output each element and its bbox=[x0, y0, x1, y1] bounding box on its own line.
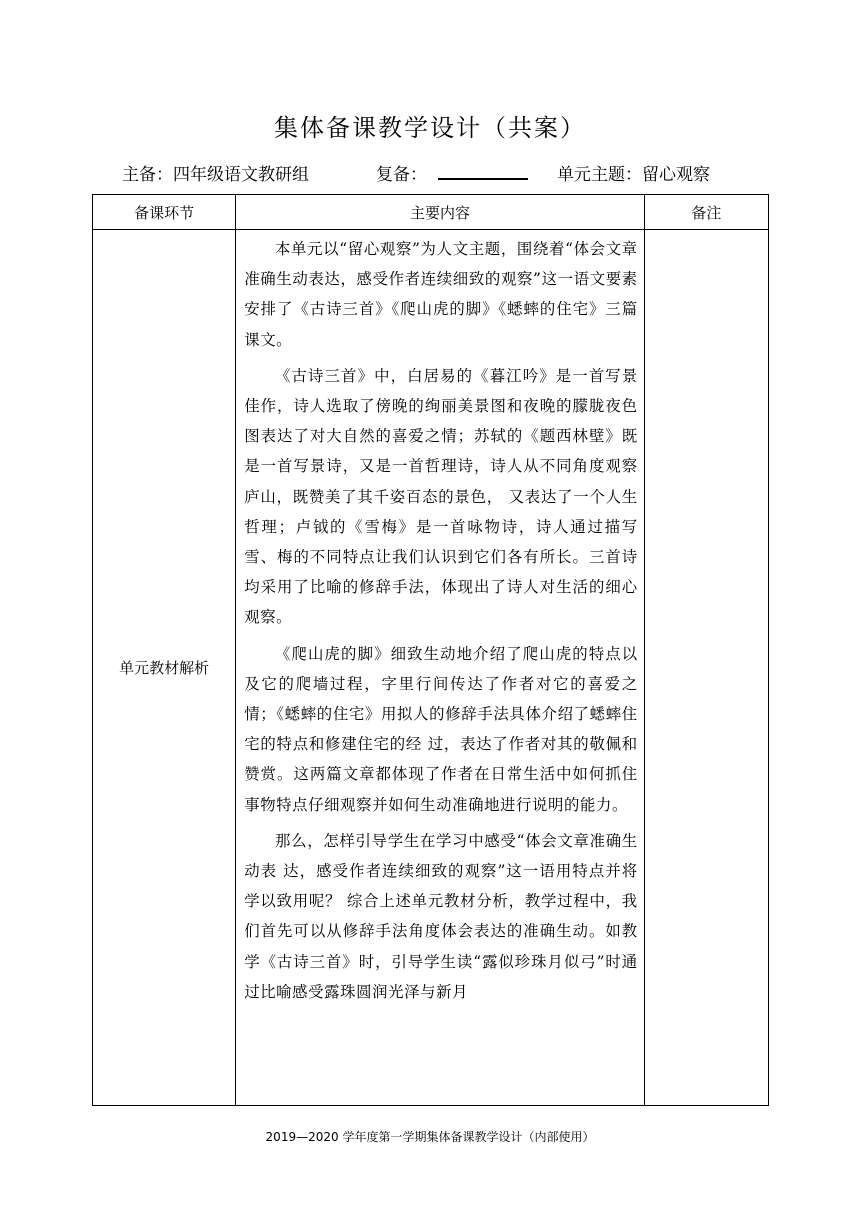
content-paragraph: 本单元以“留心观察”为人文主题，围绕着“体会文章准确生动表达，感受作者连续细致的观察”这一语文要素安排了《古诗三首》《爬山虎的脚》《蟋蟀的住宅》三篇课文。 bbox=[244, 240, 638, 349]
review-blank-field[interactable] bbox=[438, 178, 528, 180]
section-label: 单元教材解析 bbox=[93, 230, 236, 1106]
header-main-content: 主要内容 bbox=[236, 195, 645, 230]
content-cell bbox=[236, 230, 645, 1106]
meta-line bbox=[122, 158, 782, 186]
content-paragraph: 《古诗三首》中，白居易的《暮江吟》是一首写景佳作，诗人选取了傍晚的绚丽美景图和夜晚的朦胧夜色图表达了对大自然的喜爱之情；苏轼的《题西林壁》既是一首写景诗，又是一首哲理诗，诗人从不同角度观察庐山，既赞美了其千姿百态的景色， 又表达了一个人生哲理；卢钺的《雪梅》是一首咏物诗，诗人通过描写雪、梅的不同特点让我们认识到它们各有所长。三首诗均采用了比喻的修辞手法，体现出了诗人对生活的细心观察。 bbox=[244, 366, 638, 627]
review-label: 复备： bbox=[376, 165, 427, 185]
table-row bbox=[93, 230, 769, 1106]
unit-theme-label: 单元主题：留心观察 bbox=[557, 165, 710, 185]
lesson-plan-table bbox=[92, 194, 769, 1106]
content-paragraph: 《爬山虎的脚》细致生动地介绍了爬山虎的特点以及它的爬墙过程，字里行间传达了作者对它的喜爱之情；《蟋蟀的住宅》用拟人的修辞手法具体介绍了蟋蟀住宅的特点和修建住宅的经 过，表达了作者对其的敬佩和赞赏。这两篇文章都体现了作者在日常生活中如何抓住事物特点仔细观察并如何生动准确地进行说明的能力。 bbox=[244, 644, 638, 814]
main-prep-label: 主备：四年级语文教研组 bbox=[122, 165, 309, 185]
page-title: 集体备课教学设计（共案） bbox=[274, 114, 586, 142]
header-prep-stage: 备课环节 bbox=[93, 195, 236, 230]
page-footer: 2019—2020 学年度第一学期集体备课教学设计（内部使用） bbox=[265, 1130, 595, 1144]
table-header-row bbox=[93, 195, 769, 230]
header-notes: 备注 bbox=[644, 195, 768, 230]
notes-cell[interactable] bbox=[644, 230, 768, 1106]
content-paragraph: 那么，怎样引导学生在学习中感受“体会文章准确生动表 达，感受作者连续细致的观察”这一语用特点并将学以致用呢？ 综合上述单元教材分析，教学过程中，我们首先可以从修辞手法角度体会表达的准确生动。如教学《古诗三首》时，引导学生读“露似珍珠月似弓”时通过比喻感受露珠圆润光泽与新月 bbox=[244, 831, 638, 1001]
